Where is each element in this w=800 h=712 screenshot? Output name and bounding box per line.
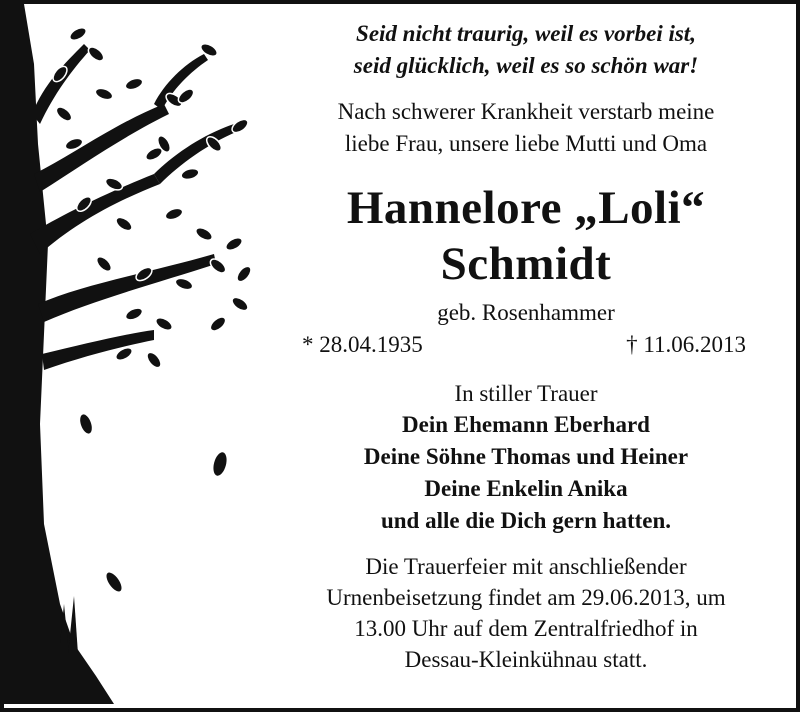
- motto-line: Seid nicht traurig, weil es vorbei ist,: [356, 21, 696, 46]
- funeral-line: Die Trauerfeier mit anschließender: [365, 554, 687, 579]
- mourner-line: und alle die Dich gern hatten.: [380, 508, 672, 533]
- funeral-line: Urnenbeisetzung findet am 29.06.2013, um: [326, 585, 726, 610]
- intro: [276, 96, 776, 160]
- mourning-heading: In stiller Trauer: [454, 381, 598, 406]
- motto-line: seid glücklich, weil es so schön war!: [353, 53, 699, 78]
- deceased-name: [276, 180, 776, 292]
- mourner-line: Dein Ehemann Eberhard: [402, 412, 650, 437]
- death-date: † 11.06.2013: [626, 332, 746, 357]
- funeral-line: 13.00 Uhr auf dem Zentralfriedhof in: [354, 616, 698, 641]
- intro-line: Nach schwerer Krankheit verstarb meine: [337, 99, 715, 124]
- birth-date: * 28.04.1935: [302, 332, 423, 357]
- obituary-text: [276, 8, 776, 675]
- mourner-line: Deine Enkelin Anika: [424, 476, 628, 501]
- name-line: Hannelore „Loli“: [346, 182, 706, 234]
- mourner-line: Deine Söhne Thomas und Heiner: [363, 444, 689, 469]
- mourners: [276, 409, 776, 537]
- intro-line: liebe Frau, unsere liebe Mutti und Oma: [344, 131, 708, 156]
- birth-name: geb. Rosenhammer: [437, 300, 615, 325]
- life-dates: [276, 330, 776, 360]
- tree-silhouette-icon: [4, 4, 274, 712]
- funeral-line: Dessau-Kleinkühnau statt.: [404, 647, 648, 672]
- name-line: Schmidt: [440, 238, 612, 290]
- funeral-details: [276, 551, 776, 675]
- motto: [276, 18, 776, 82]
